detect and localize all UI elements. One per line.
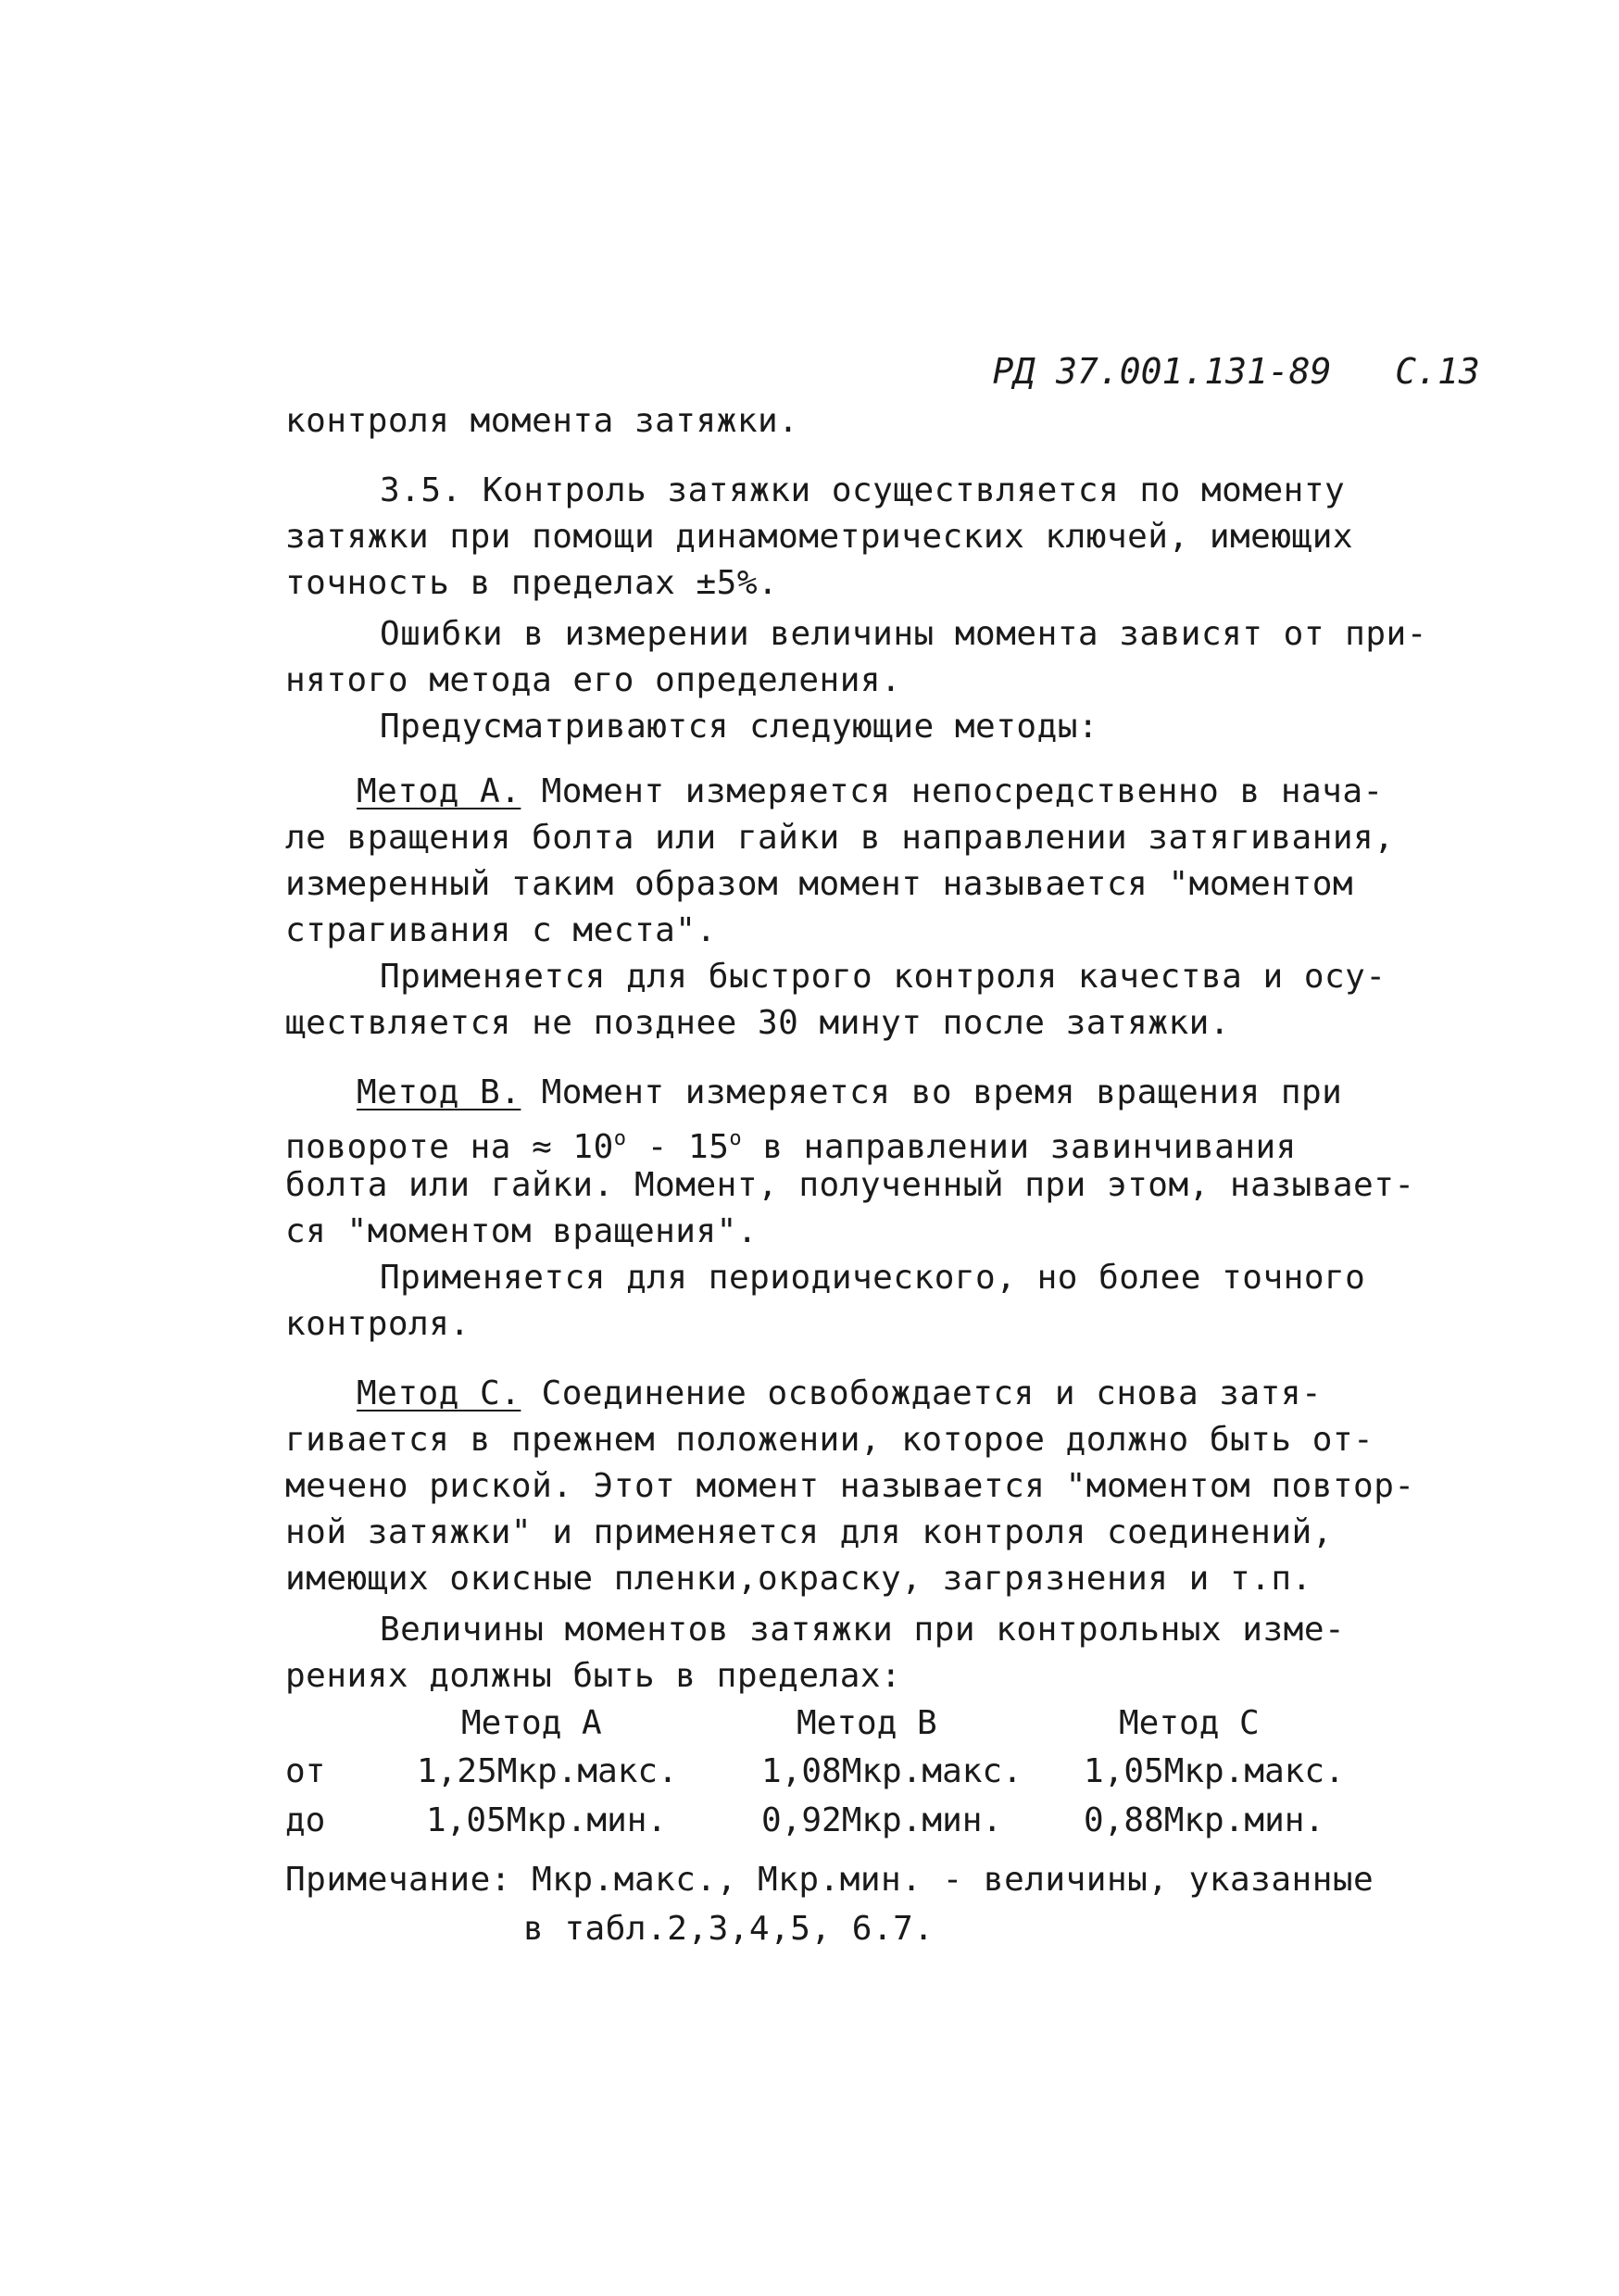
text-line: Ошибки в измерении величины момента зависят от при-: [380, 615, 1427, 653]
text-line: мечено риской. Этот момент называется "моментом повтор-: [285, 1467, 1415, 1505]
method-c-label: Метод С.: [357, 1374, 521, 1412]
text-line: контроля.: [285, 1305, 471, 1343]
text-line: Применяется для быстрого контроля качества и осу-: [380, 958, 1387, 996]
table-header: Метод В: [797, 1704, 937, 1742]
page-header: [908, 310, 1480, 433]
text-line: имеющих окисные пленки,окраску, загрязнения и т.п.: [285, 1560, 1312, 1598]
text-line: ществляется не позднее 30 минут после затяжки.: [285, 1004, 1230, 1042]
text-line: измеренный таким образом момент называется "моментом: [285, 865, 1354, 903]
text-line: Предусматриваются следующие методы:: [380, 708, 1099, 746]
text-line: гивается в прежнем положении, которое должно быть от-: [285, 1421, 1374, 1459]
table-row-label: до: [285, 1801, 326, 1839]
text-line: 3.5. Контроль затяжки осуществляется по моменту: [380, 471, 1346, 509]
method-a-label: Метод А.: [357, 772, 521, 810]
table-cell: 1,25Мкр.макс.: [417, 1752, 678, 1790]
method-c-line: Метод С. Соединение освобождается и снова затя-: [357, 1374, 1323, 1412]
text-line: точность в пределах ±5%.: [285, 564, 779, 602]
doc-code: РД 37.001.131-89: [992, 351, 1332, 392]
angle-line: повороте на ≈ $10^о - 15^о$ в направлении завинчивания: [285, 1127, 1297, 1166]
text-line: контроля момента затяжки.: [285, 402, 799, 440]
table-header: Метод С: [1119, 1704, 1260, 1742]
table-header: Метод А: [461, 1704, 602, 1742]
table-row-label: от: [285, 1752, 326, 1790]
text-line: Величины моментов затяжки при контрольных изме-: [380, 1611, 1346, 1649]
table-cell: 1,08Мкр.макс.: [761, 1752, 1023, 1790]
note-line: в табл.2,3,4,5, 6.7.: [523, 1910, 935, 1948]
text-line: страгивания с места".: [285, 911, 717, 949]
text-line: Применяется для периодического, но более точного: [380, 1259, 1366, 1297]
text-line: рениях должны быть в пределах:: [285, 1657, 902, 1695]
method-b-label: Метод В.: [357, 1073, 521, 1111]
text-line: затяжки при помощи динамометрических ключей, имеющих: [285, 518, 1354, 556]
table-cell: 1,05Мкр.мин.: [426, 1801, 668, 1839]
text-line: ся "моментом вращения".: [285, 1212, 758, 1250]
note-line: Примечание: Мкр.макс., Мкр.мин. - величины, указанные: [285, 1861, 1374, 1899]
page-number: С.13: [1395, 351, 1480, 392]
text-line: болта или гайки. Момент, полученный при этом, называет-: [285, 1166, 1415, 1204]
table-cell: 0,92Мкр.мин.: [761, 1801, 1003, 1839]
text-line: ле вращения болта или гайки в направлении затягивания,: [285, 819, 1395, 857]
text-line: ной затяжки" и применяется для контроля соединений,: [285, 1513, 1333, 1551]
text-line: нятого метода его определения.: [285, 661, 902, 699]
method-b-line: Метод В. Момент измеряется во время вращения при: [357, 1073, 1343, 1111]
table-cell: 1,05Мкр.макс.: [1084, 1752, 1345, 1790]
method-a-line: Метод А. Момент измеряется непосредственно в нача-: [357, 772, 1384, 810]
table-cell: 0,88Мкр.мин.: [1084, 1801, 1325, 1839]
